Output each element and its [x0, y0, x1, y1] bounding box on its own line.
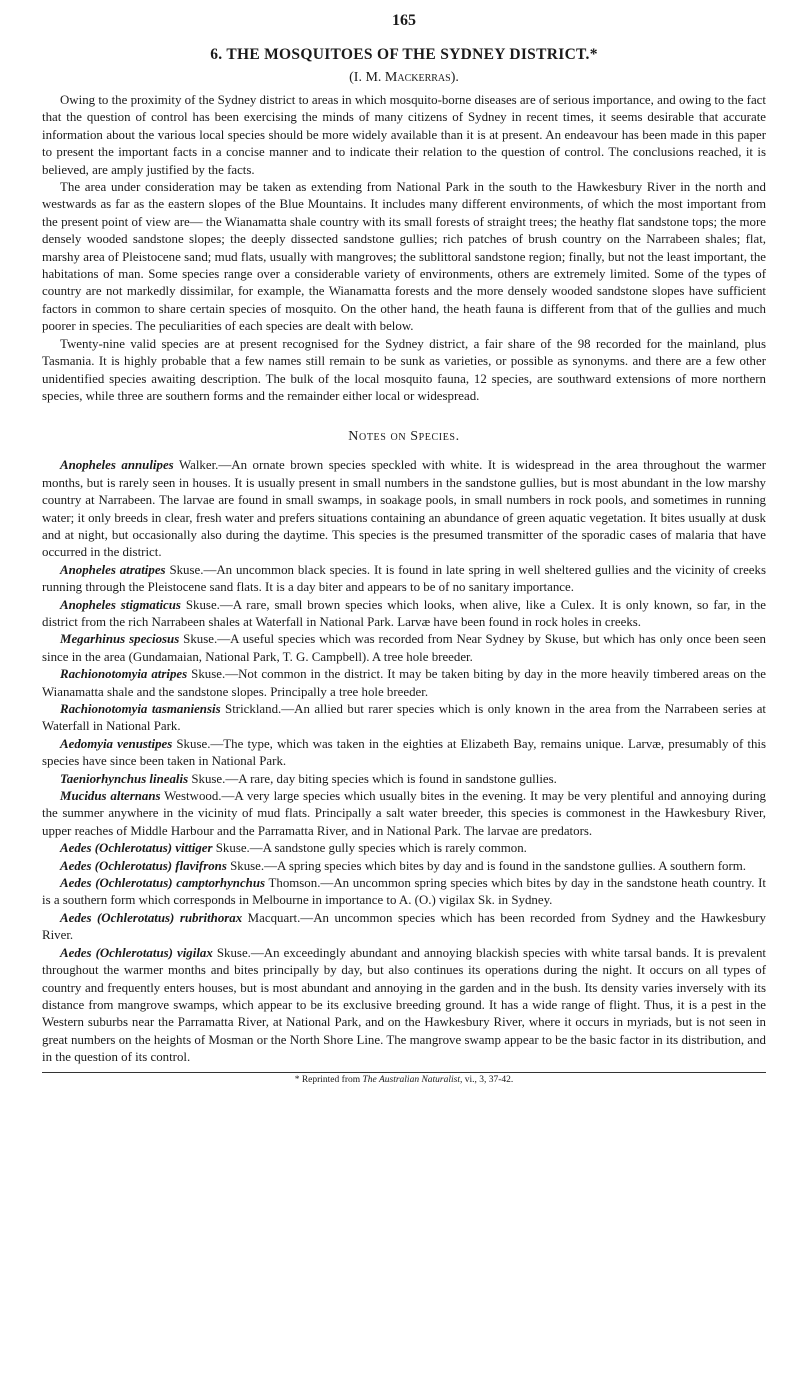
footnote-rule — [42, 1072, 766, 1073]
species-text: Walker.—An ornate brown species speckled with white. It is widespread in the area throughout the warmer months, but is rarely seen in houses. It is usually present in small numbers in the sandstone gullies, but is most abundant in the low marshy country at Narrabeen. The larvae are found in small swamps, in soakage pools, in small numbers in rock pools, and sometimes in running water; it only breeds in clear, fresh water and prefers situations containing an abundance of green aquatic vegetation. It bites usually at dusk and at night, but occasionally also during the daytime. This species is the presumed transmitter of the sporadic cases of malaria that have occurred in the district. — [42, 458, 767, 560]
species-entry — [42, 875, 766, 910]
footnote-source: The Australian Naturalist — [362, 1074, 460, 1085]
species-entry — [42, 858, 766, 875]
species-name: Aedes (Ochlerotatus) vigilax — [60, 945, 213, 960]
species-list — [42, 457, 766, 1066]
species-entry — [42, 666, 766, 701]
species-name: Aedes (Ochlerotatus) rubrithorax — [60, 910, 243, 925]
species-text: Skuse.—An uncommon black species. It is found in late spring in well sheltered gullies and the vicinity of creeks running through the Pleistocene sand flats. It is a day biter and appears to be of no sanitary importance. — [42, 562, 766, 595]
footnote-prefix: * Reprinted from — [294, 1074, 363, 1085]
author-suffix: ). — [450, 70, 459, 85]
intro — [42, 92, 766, 405]
species-entry — [42, 457, 766, 561]
notes-heading: Notes on Species. — [348, 429, 460, 445]
species-name: Rachionotomyia atripes — [60, 667, 188, 682]
species-name: Anopheles atratipes — [60, 562, 166, 577]
species-entry — [42, 736, 766, 771]
species-text: Skuse.—A spring species which bites by day and is found in the sandstone gullies. A southern form. — [226, 858, 747, 873]
species-text: Skuse.—A sandstone gully species which is rarely common. — [212, 841, 527, 856]
species-entry — [42, 945, 766, 1067]
author-name: Mackerras — [384, 70, 451, 85]
species-text: Skuse.—A rare, day biting species which is found in sandstone gullies. — [188, 771, 557, 786]
author-line — [42, 70, 766, 86]
species-entry — [42, 597, 766, 632]
species-entry — [42, 788, 766, 840]
species-name: Anopheles annulipes — [60, 458, 174, 473]
intro-paragraph: Owing to the proximity of the Sydney district to areas in which mosquito-borne diseases are of serious importance, and owing to the fact that the question of control has been exercising the minds of many citizens of Sydney in recent times, it seems desirable that accurate information about the various local species should be more widely available than it is at present. An endeavour has been made in this paper to present the important facts in a concise manner and to indicate their relation to the question of control. The conclusions reached, it is believed, are amply justified by the facts. — [42, 93, 766, 177]
species-name: Aedomyia venustipes — [60, 736, 173, 751]
species-name: Mucidus alternans — [60, 789, 161, 804]
species-entry — [42, 910, 766, 945]
species-text: Skuse.—The type, which was taken in the eighties at Elizabeth Bay, remains unique. Larvæ, presumably of this species have since been taken in National Park. — [42, 736, 766, 769]
species-name: Aedes (Ochlerotatus) vittiger — [60, 841, 213, 856]
species-text: Skuse.—An exceedingly abundant and annoying blackish species with white tarsal bands. It is prevalent throughout the warmer months and bites principally by day, but also continues its operations during the night. It occurs on all types of country and frequently enters houses, but is most abundant and annoying in the garden and in the bush. Its density varies inversely with its distance from mangrove swamps, which appear to be its exclusive breeding ground. It has a wide range of flight. Thus, it is a pest in the Western suburbs near the Parramatta River, at National Park, and on the Hawkesbury River, where it occurs in myriads, but is not seen in great numbers on the heights of Mosman or the North Shore Line. The mangrove swamp appear to be the basic factor in its distribution, and in the question of its control. — [42, 945, 766, 1065]
species-name: Anopheles stigmaticus — [60, 597, 181, 612]
species-text: Skuse.—A rare, small brown species which looks, when alive, like a Culex. It is only known, so far, in the district from the rich Narrabeen shales at Waterfall in National Park. Larvæ have been found in rock holes in creeks. — [42, 597, 766, 629]
page-number: 165 — [392, 12, 416, 29]
species-name: Aedes (Ochlerotatus) flavifrons — [60, 858, 227, 873]
species-text: Thomson.—An uncommon spring species which bites by day in the sandstone heath country. It is a southern form which corresponds in Melbourne in importance to A. (O.) vigilax Sk. in Sydney. — [42, 876, 766, 908]
species-name: Megarhinus speciosus — [60, 632, 180, 647]
species-text: Macquart.—An uncommon species which has been recorded from Sydney and the Hawkesbury River. — [42, 910, 766, 943]
species-text: Skuse.—A useful species which was recorded from Near Sydney by Skuse, but which has only once been seen since in the area (Gundamaian, National Park, T. G. Campbell). A tree hole breeder. — [42, 632, 766, 664]
footnote-suffix: , vi., 3, 37-42. — [459, 1074, 514, 1085]
species-entry — [42, 771, 766, 788]
article-title: 6. THE MOSQUITOES OF THE SYDNEY DISTRICT.* — [210, 46, 598, 63]
species-text: Strickland.—An allied but rarer species which is only known in the area from the Narrabeen series at Waterfall in National Park. — [42, 702, 766, 734]
species-text: Skuse.—Not common in the district. It may be taken biting by day in the more heavily timbered areas on the Wianamatta shale and the sandstone slopes. Principally a tree hole breeder. — [42, 667, 766, 699]
intro-paragraph: The area under consideration may be taken as extending from National Park in the south to the Hawkesbury River in the north and westwards as far as the eastern slopes of the Blue Mountains. It includes many different environments, of which the most important from the present point of view are— the Wianamatta shale country with its small forests of straight trees; the heathy flat sandstone tops; the more densely wooded sandstone slopes; the deeply dissected sandstone gullies; rich patches of brush country on the Narrabeen shales; flat, marshy area of Pleistocene sand; mud flats, usually with mangroves; the sublittoral sandstone region; finally, but not the least important, the habitations of man. Some species range over a considerable variety of environments, others are extremely limited. Some of the types of country are not markedly dissimilar, for example, the Wianamatta forests and the more densely wooded sandstone slopes have sufficient factors in common to share certain species of mosquito. On the other hand, the heath fauna is different from that of the gullies and much poorer in species. The peculiarities of each species are dealt with below. — [42, 180, 766, 334]
intro-paragraph: Twenty-nine valid species are at present recognised for the Sydney district, a fair share of the 98 recorded for the mainland, plus Tasmania. It is highly probable that a few names still remain to be sunk as varieties, or possible as synonyms. and there are a few other unidentified species awaiting description. The bulk of the local mosquito fauna, 12 species, are southward extensions of more northern species, while three are southern forms and the remainder either local or widespread. — [42, 336, 766, 403]
species-entry — [42, 701, 766, 736]
species-entry — [42, 840, 766, 857]
species-name: Rachionotomyia tasmaniensis — [60, 702, 221, 716]
species-name: Taeniorhynchus linealis — [60, 771, 189, 786]
author-prefix: (I. M. — [349, 70, 385, 85]
footnote — [42, 1075, 766, 1085]
species-entry — [42, 631, 766, 666]
species-entry — [42, 562, 766, 597]
species-name: Aedes (Ochlerotatus) camptorhynchus — [60, 876, 266, 891]
page — [42, 12, 766, 1085]
species-text: Westwood.—A very large species which usually bites in the evening. It may be very plentiful and annoying during the summer anywhere in the vicinity of mud flats. Principally a salt water breeder, this species is commonest in the Hawkesbury River, upper reaches of Middle Harbour and the Parramatta River, and in National Park. The larvae are predators. — [42, 789, 766, 838]
